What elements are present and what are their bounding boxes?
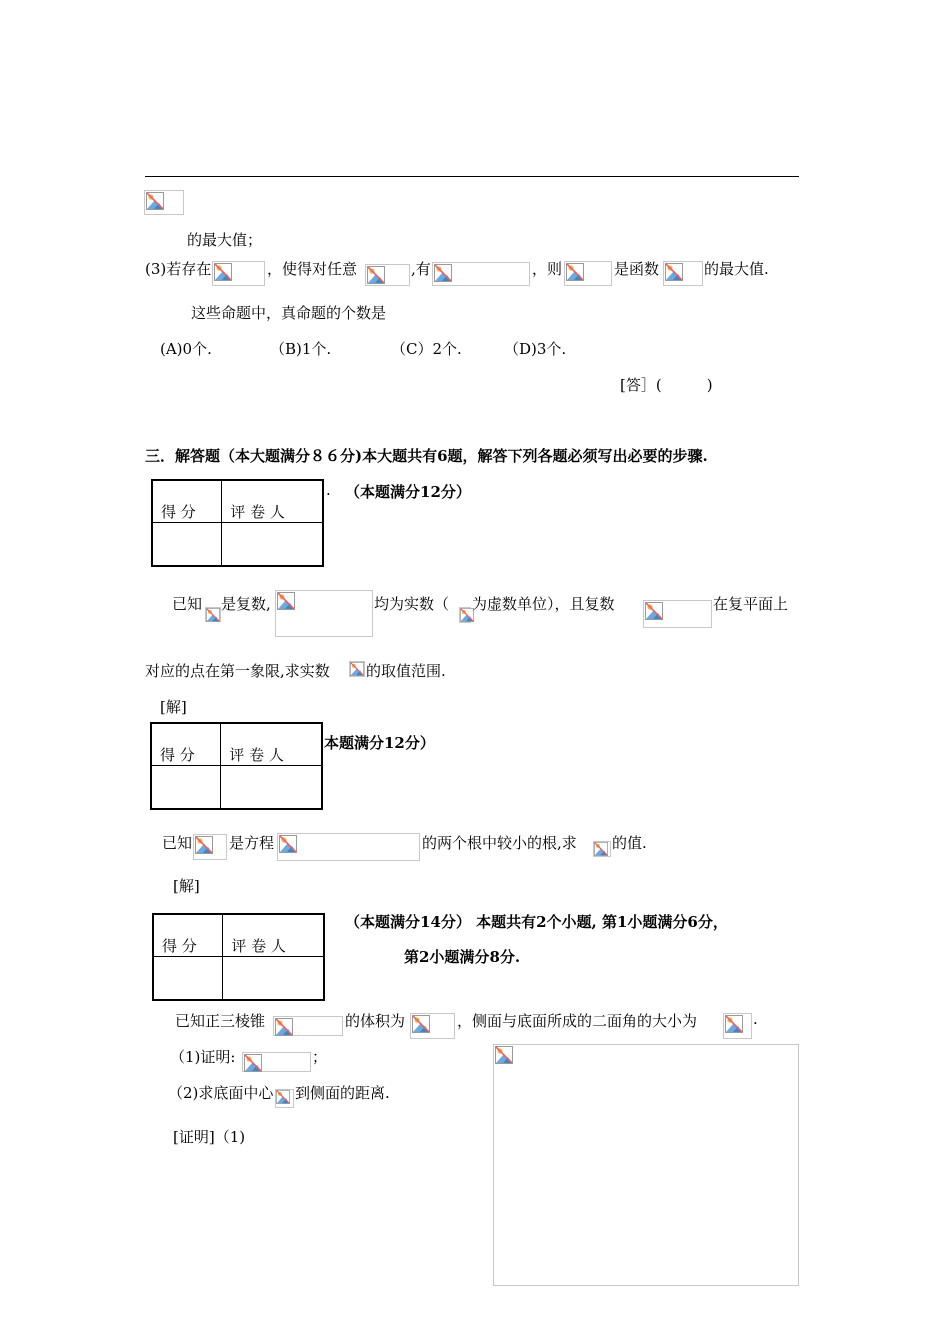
q17-text2-b: 的取值范围. bbox=[366, 662, 446, 680]
figure-image bbox=[493, 1044, 799, 1286]
count-question: 这些命题中，真命题的个数是 bbox=[191, 304, 387, 322]
formula-image bbox=[349, 661, 365, 677]
formula-image bbox=[643, 600, 712, 628]
broken-image-icon bbox=[279, 835, 297, 853]
option-b: （B)1个. bbox=[270, 340, 332, 358]
broken-image-icon bbox=[495, 1046, 513, 1064]
formula-image bbox=[242, 1052, 311, 1072]
q18-text-c: 的两个根中较小的根,求 bbox=[422, 834, 577, 852]
formula-image bbox=[459, 607, 471, 623]
formula-image bbox=[144, 190, 184, 215]
broken-image-icon bbox=[206, 608, 220, 622]
q19-points-line1: （本题满分14分） 本题共有2个小题, 第1小题满分6分， bbox=[345, 913, 728, 931]
score-header: 得 分 bbox=[152, 480, 222, 522]
score-cell bbox=[153, 956, 223, 1000]
q19-text-b: 的体积为 bbox=[345, 1012, 406, 1030]
q19-sub1-b: ； bbox=[312, 1048, 328, 1066]
q19-text-a: 已知正三棱锥 bbox=[175, 1012, 266, 1030]
broken-image-icon bbox=[146, 192, 164, 210]
section-heading: 三．解答题（本大题满分８６分)本大题共有6题，解答下列各题必须写出必要的步骤. bbox=[145, 447, 708, 465]
broken-image-icon bbox=[277, 592, 295, 610]
q17-text2-a: 对应的点在第一象限,求实数 bbox=[145, 662, 330, 680]
broken-image-icon bbox=[665, 263, 683, 281]
q18-text-a: 已知 bbox=[162, 834, 193, 852]
formula-image bbox=[273, 1016, 343, 1036]
formula-image bbox=[277, 833, 420, 861]
item3-text-a: (3)若存在 bbox=[145, 260, 212, 278]
formula-image bbox=[275, 1089, 294, 1108]
grader-cell bbox=[222, 522, 323, 566]
score-header: 得 分 bbox=[151, 723, 221, 765]
item3-text-e: 是函数 bbox=[614, 260, 660, 278]
broken-image-icon bbox=[566, 263, 584, 281]
q19-points-line2: 第2小题满分8分. bbox=[404, 948, 521, 966]
score-header: 得 分 bbox=[153, 914, 223, 956]
q17-text-e: 在复平面上 bbox=[713, 595, 789, 613]
q17-solution: [解] bbox=[160, 698, 187, 716]
grader-header: 评 卷 人 bbox=[223, 914, 324, 956]
formula-image bbox=[593, 841, 611, 857]
q18-points: 本题满分12分） bbox=[324, 734, 435, 752]
formula-image bbox=[723, 1013, 752, 1039]
broken-image-icon bbox=[276, 1090, 290, 1104]
grader-cell bbox=[223, 956, 324, 1000]
q18-text-b: 是方程 bbox=[229, 834, 275, 852]
q17-text-b: 是复数, bbox=[221, 595, 271, 613]
q17-text-c: 均为实数（ bbox=[374, 595, 450, 613]
grader-cell bbox=[221, 765, 322, 809]
formula-image bbox=[365, 264, 410, 286]
broken-image-icon bbox=[725, 1015, 743, 1033]
header-rule bbox=[145, 176, 799, 177]
formula-image bbox=[212, 261, 265, 286]
q19-sub2-b: 到侧面的距离. bbox=[295, 1084, 390, 1102]
q17-text-a: 已知 bbox=[172, 595, 203, 613]
grader-header: 评 卷 人 bbox=[221, 723, 322, 765]
option-d: （D)3个. bbox=[504, 340, 567, 358]
score-cell bbox=[152, 522, 222, 566]
q19-text-c: ，侧面与底面所成的二面角的大小为 bbox=[457, 1012, 698, 1030]
broken-image-icon bbox=[594, 842, 608, 856]
answer-blank: [答］( ) bbox=[620, 376, 713, 394]
broken-image-icon bbox=[434, 264, 452, 282]
broken-image-icon bbox=[214, 263, 232, 281]
formula-image bbox=[205, 607, 221, 622]
score-table bbox=[150, 722, 323, 810]
line-max: 的最大值； bbox=[187, 231, 263, 249]
formula-image bbox=[663, 261, 703, 286]
item3-text-c: ,有 bbox=[411, 260, 431, 278]
formula-image bbox=[564, 261, 612, 286]
q17-points: （本题满分12分） bbox=[345, 483, 471, 501]
q18-solution: [解] bbox=[173, 877, 200, 895]
q19-sub1-a: （1)证明: bbox=[170, 1048, 236, 1066]
formula-image bbox=[410, 1013, 455, 1039]
q19-sub2-a: （2)求底面中心 bbox=[168, 1084, 274, 1102]
broken-image-icon bbox=[412, 1015, 430, 1033]
formula-image bbox=[275, 590, 373, 637]
broken-image-icon bbox=[367, 266, 385, 284]
score-table bbox=[151, 479, 324, 567]
q19-proof: [证明]（1) bbox=[173, 1128, 246, 1146]
broken-image-icon bbox=[195, 836, 213, 854]
score-cell bbox=[151, 765, 221, 809]
item3-text-d: ，则 bbox=[532, 260, 563, 278]
broken-image-icon bbox=[350, 662, 364, 676]
item3-text-f: 的最大值. bbox=[704, 260, 769, 278]
broken-image-icon bbox=[275, 1018, 293, 1036]
grader-header: 评 卷 人 bbox=[222, 480, 323, 522]
broken-image-icon bbox=[244, 1054, 262, 1072]
q18-text-d: 的值. bbox=[612, 834, 647, 852]
q17-text-d: 为虚数单位），且复数 bbox=[472, 595, 615, 613]
q19-text-d: . bbox=[753, 1010, 758, 1028]
formula-image bbox=[432, 262, 530, 286]
formula-image bbox=[193, 834, 227, 860]
option-c: （C）2个. bbox=[391, 340, 462, 358]
broken-image-icon bbox=[645, 602, 663, 620]
score-table bbox=[152, 913, 325, 1001]
q17-dot: . bbox=[326, 481, 331, 499]
item3-text-b: ，使得对任意 bbox=[267, 260, 358, 278]
option-a: (A)0个. bbox=[160, 340, 212, 358]
